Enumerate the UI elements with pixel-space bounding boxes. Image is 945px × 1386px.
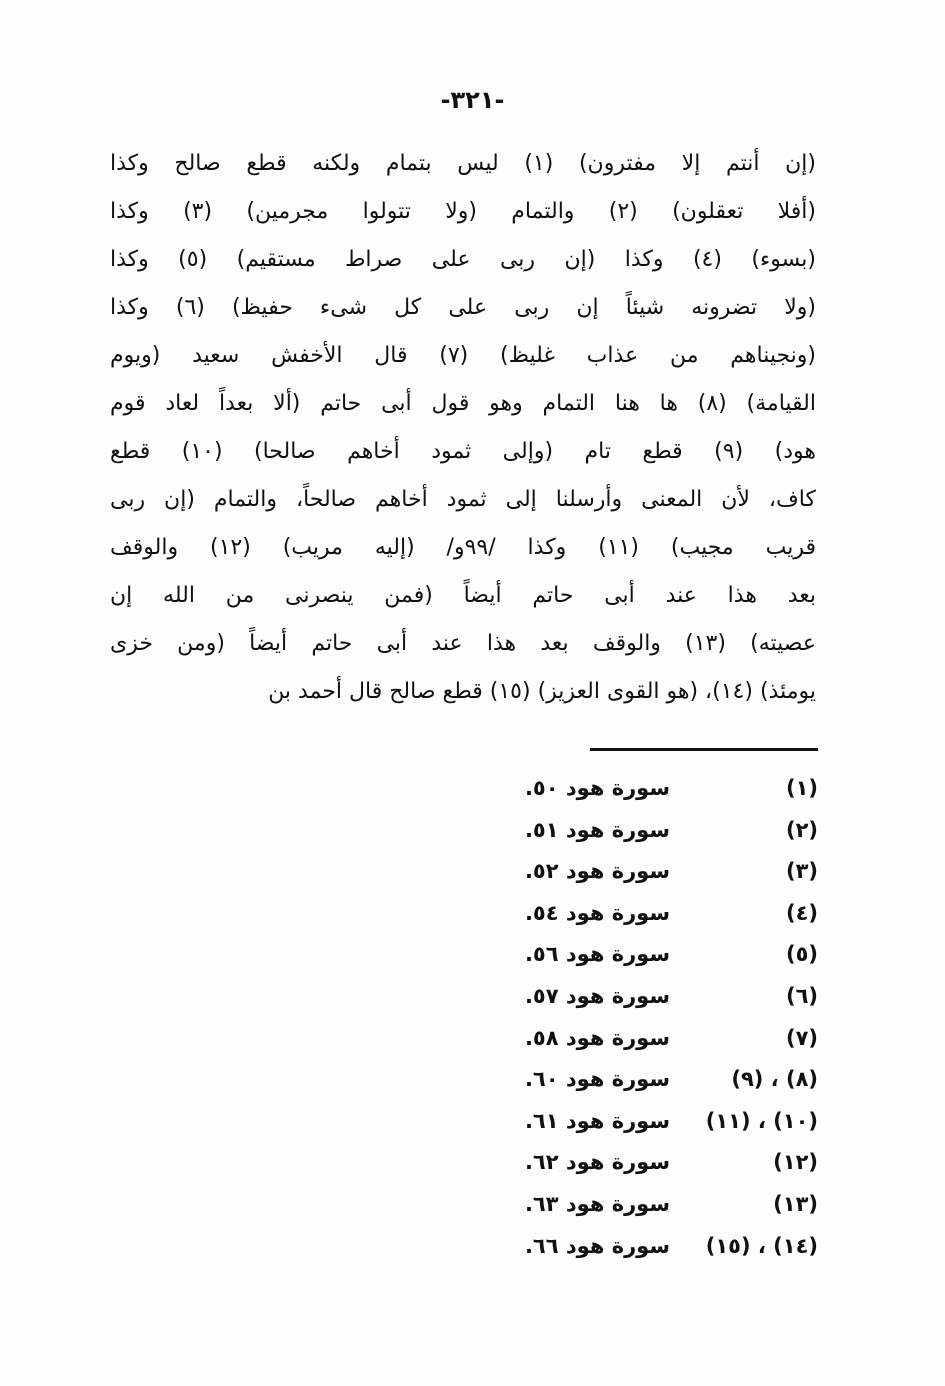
- footnote-number: (٣): [785, 859, 818, 884]
- footnotes: [500, 768, 818, 1267]
- footnote-number: (٢): [785, 817, 818, 842]
- footnote: [500, 810, 818, 852]
- body-line: القيامة) (٨) ها هنا التمام وهو قول أبى حاتم (ألا بعداً لعاد قوم: [110, 391, 816, 416]
- footnote-number: (٥): [785, 942, 818, 967]
- footnote: [500, 768, 818, 810]
- body-line: هود) (٩) قطع تام (وإلى ثمود أخاهم صالحا) (١٠) قطع: [110, 439, 816, 464]
- body-line: (ونجيناهم من عذاب غليظ) (٧) قال الأخفش سعيد (ويوم: [110, 343, 816, 368]
- footnote-number: (١٠) ، (١١): [705, 1108, 818, 1133]
- body-line: كاف، لأن المعنى وأرسلنا إلى ثمود أخاهم صالحاً، والتمام (إن ربى: [110, 487, 816, 512]
- footnote: [500, 1226, 818, 1268]
- body-line: قريب مجيب) (١١) وكذا /٩٩و/ (إليه مريب) (١٢) والوقف: [110, 535, 816, 560]
- footnote-divider: [590, 748, 818, 751]
- footnote-reference: سورة هود ٥١.: [524, 817, 670, 842]
- footnote-reference: سورة هود ٥٢.: [524, 859, 670, 884]
- footnote: [500, 976, 818, 1018]
- footnote-number: (٨) ، (٩): [731, 1067, 818, 1092]
- footnote: [500, 1184, 818, 1226]
- footnote-number: (٤): [785, 900, 818, 925]
- footnote-number: (١٤) ، (١٥): [705, 1233, 818, 1258]
- footnote-number: (١٢): [773, 1150, 818, 1175]
- footnote: [500, 934, 818, 976]
- footnote-reference: سورة هود ٦٢.: [524, 1150, 670, 1175]
- footnote: [500, 851, 818, 893]
- body-line: يومئذ) (١٤)، (هو القوى العزيز) (١٥) قطع صالح قال أحمد بن: [268, 679, 816, 704]
- footnote-number: (٦): [785, 983, 818, 1008]
- footnote-number: (٧): [785, 1025, 818, 1050]
- footnote-reference: سورة هود ٦٣.: [524, 1191, 670, 1216]
- footnote-reference: سورة هود ٥٠.: [524, 776, 670, 800]
- footnote: [500, 1101, 818, 1143]
- body-line: بعد هذا عند أبى حاتم أيضاً (فمن ينصرنى من الله إن: [110, 583, 816, 608]
- footnote-reference: سورة هود ٦٦.: [524, 1233, 670, 1258]
- body-line: (ولا تضرونه شيئاً إن ربى على كل شىء حفيظ) (٦) وكذا: [110, 295, 816, 320]
- body-line: (أفلا تعقلون) (٢) والتمام (ولا تتولوا مجرمين) (٣) وكذا: [110, 199, 816, 224]
- footnote-reference: سورة هود ٥٦.: [524, 942, 670, 967]
- footnote: [500, 1018, 818, 1060]
- footnote: [500, 1059, 818, 1101]
- footnote-reference: سورة هود ٦٠.: [524, 1067, 670, 1092]
- footnote-reference: سورة هود ٥٧.: [524, 983, 670, 1008]
- footnote: [500, 893, 818, 935]
- footnote-reference: سورة هود ٦١.: [524, 1108, 670, 1133]
- body-line: (إن أنتم إلا مفترون) (١) ليس بتمام ولكنه قطع صالح وكذا: [110, 151, 816, 176]
- footnote-number: (١٣): [773, 1191, 818, 1216]
- footnote-reference: سورة هود ٥٤.: [524, 900, 670, 925]
- footnote-number: (١): [785, 776, 818, 800]
- footnote: [500, 1142, 818, 1184]
- body-text: [110, 140, 816, 716]
- body-line: (بسوء) (٤) وكذا (إن ربى على صراط مستقيم) (٥) وكذا: [110, 247, 816, 272]
- body-line: عصيته) (١٣) والوقف بعد هذا عند أبى حاتم أيضاً (ومن خزى: [110, 631, 816, 656]
- page-number: -٣٢١-: [440, 86, 505, 114]
- footnote-reference: سورة هود ٥٨.: [524, 1025, 670, 1050]
